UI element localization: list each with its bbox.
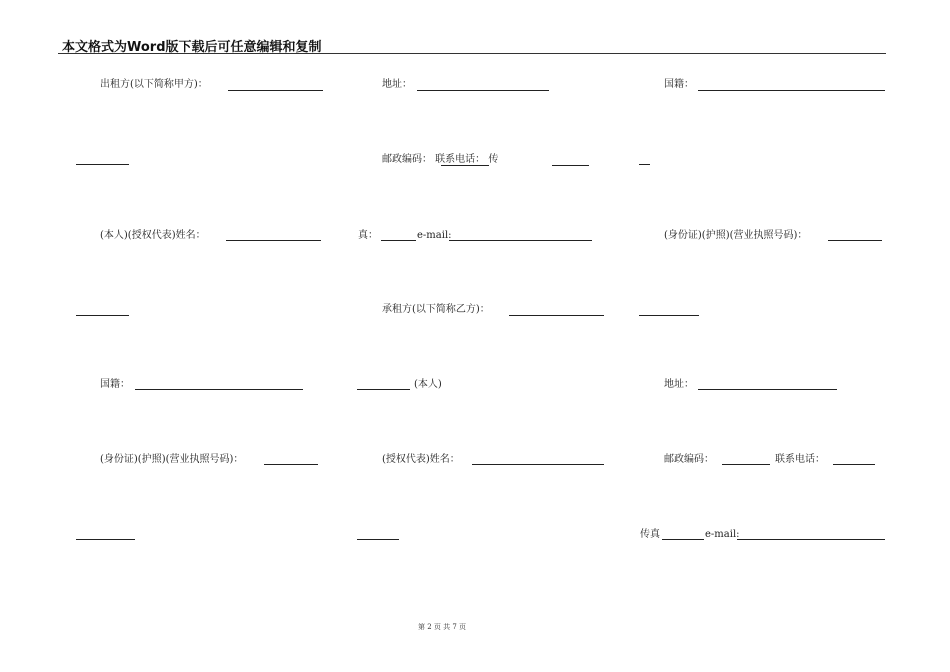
fax-blank[interactable] xyxy=(381,240,416,241)
lessor-label: 出租方(以下简称甲方)： xyxy=(100,79,208,90)
email-2-blank[interactable] xyxy=(737,539,885,540)
representative-name-2-blank[interactable] xyxy=(472,464,604,465)
fax-2-blank[interactable] xyxy=(662,539,704,540)
address-2-label: 地址： xyxy=(664,379,694,390)
address-2-blank[interactable] xyxy=(698,389,837,390)
id-passport-2-label: (身份证)(护照)(营业执照号码)： xyxy=(100,454,244,465)
header-divider xyxy=(58,53,886,54)
lessee-blank[interactable] xyxy=(509,315,604,316)
postcode-blank[interactable] xyxy=(441,165,489,166)
address-blank[interactable] xyxy=(417,90,549,91)
lessee-continuation-blank[interactable] xyxy=(639,315,699,316)
nationality-label: 国籍： xyxy=(664,79,694,90)
address-label: 地址： xyxy=(382,79,412,90)
nationality-2-blank[interactable] xyxy=(135,389,303,390)
lessee-label: 承租方(以下简称乙方)： xyxy=(382,304,490,315)
phone-2-label: 联系电话： xyxy=(775,454,825,465)
self-blank[interactable] xyxy=(357,389,410,390)
representative-name-blank[interactable] xyxy=(226,240,321,241)
fax-2-label: 传真 xyxy=(640,529,660,540)
phone-blank[interactable] xyxy=(552,165,589,166)
fax-continuation-blank[interactable] xyxy=(639,164,650,165)
representative-name-label: (本人)(授权代表)姓名： xyxy=(100,230,206,241)
phone-2-blank[interactable] xyxy=(833,464,875,465)
email-blank[interactable] xyxy=(449,240,592,241)
postcode-2-label: 邮政编码： xyxy=(664,454,714,465)
email-label: e-mail: xyxy=(417,230,452,241)
email-2-label: e-mail: xyxy=(705,529,740,540)
lessor-blank[interactable] xyxy=(228,90,323,91)
document-header-title: 本文格式为Word版下载后可任意编辑和复制 xyxy=(62,40,322,55)
id-2-continuation-blank[interactable] xyxy=(76,539,135,540)
representative-2-continuation-blank[interactable] xyxy=(357,539,399,540)
self-label: (本人) xyxy=(414,379,442,390)
postcode-2-blank[interactable] xyxy=(722,464,770,465)
id-continuation-blank[interactable] xyxy=(76,315,129,316)
postcode-phone-fax-label: 邮政编码： 联系电话： 传 xyxy=(382,154,499,165)
fax-lead-label: 真： xyxy=(358,230,378,241)
continuation-blank[interactable] xyxy=(76,164,129,165)
id-passport-label: (身份证)(护照)(营业执照号码)： xyxy=(664,230,808,241)
nationality-2-label: 国籍： xyxy=(100,379,130,390)
id-passport-2-blank[interactable] xyxy=(264,464,318,465)
id-passport-blank[interactable] xyxy=(828,240,882,241)
representative-name-2-label: (授权代表)姓名： xyxy=(382,454,460,465)
nationality-blank[interactable] xyxy=(698,90,885,91)
page-number: 第 2 页 共 7 页 xyxy=(417,623,467,631)
